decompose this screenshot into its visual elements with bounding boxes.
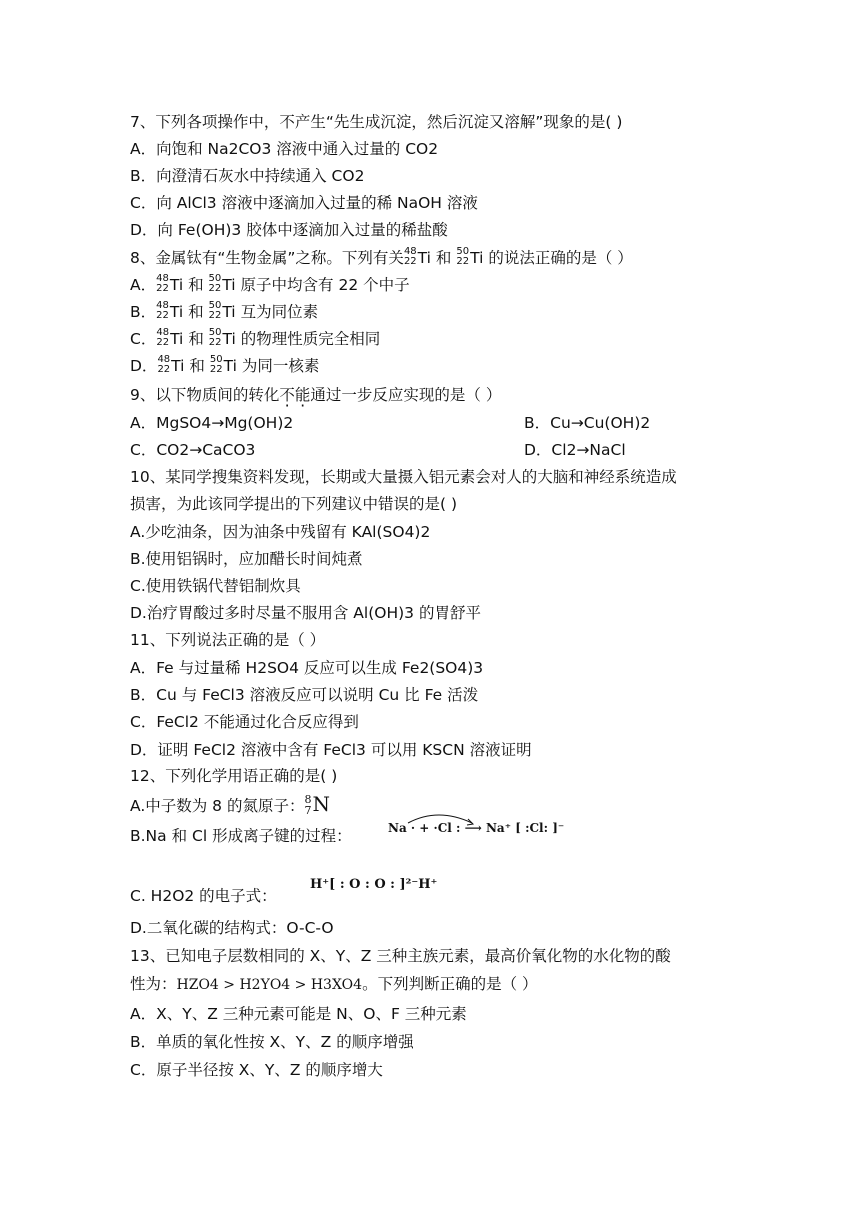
q12-stem: 12、下列化学用语正确的是( ) [130, 767, 338, 785]
atomic-number: 22 [156, 282, 169, 294]
mass-number: 50 [209, 353, 223, 365]
option-text: 的物理性质完全相同 [240, 330, 381, 348]
isotope-ti-48 [156, 301, 169, 321]
q13-option-b: B．单质的氧化性按 X、Y、Z 的顺序增强 [130, 1033, 414, 1051]
mass-number: 8 [304, 792, 312, 806]
mass-number: 48 [156, 299, 169, 311]
q10-stem-line1: 10、某同学搜集资料发现，长期或大量摄入铝元素会对人的大脑和神经系统造成 [130, 468, 677, 486]
q8-stem-pre: 8、金属钛有“生物金属”之称。下列有关 [130, 249, 404, 267]
acidity-order-formula: HZO4 > H2YO4 > H3XO4 [176, 977, 363, 993]
option-letter: B． [130, 303, 157, 321]
q11-option-a: A．Fe 与过量稀 H2SO4 反应可以生成 Fe2(SO4)3 [130, 659, 484, 677]
element-symbol: Ti [223, 357, 237, 375]
q8-stem-post: 的说法正确的是（ ） [488, 249, 633, 267]
option-text: 互为同位素 [240, 303, 319, 321]
conjunction: 和 [188, 303, 204, 321]
element-symbol: N [312, 792, 330, 816]
mass-number: 48 [403, 245, 417, 257]
atomic-number: 22 [208, 282, 222, 294]
q12-option-a [130, 794, 330, 818]
q10-option-b: B.使用铝锅时，应加醋长时间炖煮 [130, 550, 363, 568]
option-text: 为同一核素 [241, 357, 320, 375]
q7-option-b: B．向澄清石灰水中持续通入 CO2 [130, 167, 365, 185]
q7-option-c: C．向 AlCl3 溶液中逐滴加入过量的稀 NaOH 溶液 [130, 194, 478, 212]
h2o2-electron-formula: H⁺[ : O : O : ]²⁻H⁺ [310, 877, 438, 892]
isotope-ti-48 [404, 247, 417, 267]
ionic-bond-formation-diagram [388, 815, 565, 835]
q13-option-a: A．X、Y、Z 三种元素可能是 N、O、F 三种元素 [130, 1005, 467, 1023]
q12-option-d: D.二氧化碳的结构式：O-C-O [130, 919, 334, 937]
atomic-number: 22 [156, 309, 169, 321]
isotope-ti-50 [456, 247, 469, 267]
ionic-bond-formula: Na · + ·Cl : ⟶ Na⁺ [ :Cl: ]⁻ [388, 821, 565, 835]
atomic-number: 22 [209, 363, 223, 375]
option-text: A.中子数为 8 的氮原子： [130, 797, 305, 815]
q13-option-c: C．原子半径按 X、Y、Z 的顺序增大 [130, 1061, 383, 1079]
q11-option-c: C．FeCl2 不能通过化合反应得到 [130, 713, 359, 731]
q11-option-d: D．证明 FeCl2 溶液中含有 FeCl3 可以用 KSCN 溶液证明 [130, 741, 532, 759]
conjunction: 和 [435, 249, 452, 267]
isotope-ti-48 [156, 328, 169, 348]
conjunction: 和 [188, 330, 204, 348]
atomic-number: 22 [157, 363, 171, 375]
emphasis-char: 能 [294, 386, 311, 404]
atomic-number: 22 [456, 255, 470, 267]
atomic-number: 22 [403, 255, 417, 267]
element-symbol: Ti [470, 249, 484, 267]
q9-option-b: B．Cu→Cu(OH)2 [524, 414, 651, 432]
atomic-number: 22 [156, 336, 170, 348]
option-letter: C． [130, 330, 157, 348]
option-letter: A． [130, 276, 157, 294]
isotope-ti-48 [157, 355, 170, 375]
mass-number: 50 [456, 245, 470, 257]
q8-stem [130, 245, 633, 269]
q13-stem-line1: 13、已知电子层数相同的 X、Y、Z 三种主族元素，最高价氧化物的水化物的酸 [130, 947, 671, 965]
conjunction: 和 [189, 357, 205, 375]
q9-option-a: A．MgSO4→Mg(OH)2 [130, 414, 294, 432]
mass-number: 48 [156, 326, 170, 338]
atomic-number: 7 [304, 803, 312, 817]
element-symbol: Ti [169, 276, 184, 294]
q12-option-c: C. H2O2 的电子式： [130, 887, 277, 905]
q8-option-d [130, 353, 320, 377]
isotope-ti-48 [156, 274, 169, 294]
q8-option-c [130, 326, 381, 350]
isotope-ti-50 [209, 328, 222, 348]
mass-number: 48 [157, 353, 171, 365]
element-symbol: Ti [222, 330, 236, 348]
element-symbol: Ti [171, 357, 185, 375]
mass-number: 50 [208, 299, 222, 311]
element-symbol: Ti [222, 303, 236, 321]
emphasis-char: 不 [279, 386, 295, 404]
atomic-number: 22 [208, 309, 222, 321]
q13-stem-post: 。下列判断正确的是（ ） [362, 975, 538, 993]
q11-option-b: B．Cu 与 FeCl3 溶液反应可以说明 Cu 比 Fe 活泼 [130, 686, 479, 704]
element-symbol: Ti [170, 330, 184, 348]
option-letter: D． [130, 357, 158, 375]
mass-number: 48 [156, 272, 169, 284]
isotope-ti-50 [209, 274, 222, 294]
atomic-number: 22 [208, 336, 222, 348]
isotope-ti-50 [209, 301, 222, 321]
nitrogen-isotope [304, 794, 311, 816]
q8-option-a [130, 272, 410, 296]
q9-option-d: D．Cl2→NaCl [524, 441, 626, 459]
q7-stem: 7、下列各项操作中，不产生“先生成沉淀，然后沉淀又溶解”现象的是( ) [130, 113, 623, 131]
isotope-ti-50 [210, 355, 223, 375]
element-symbol: Ti [169, 303, 184, 321]
q10-option-a: A.少吃油条，因为油条中残留有 KAl(SO4)2 [130, 523, 431, 541]
conjunction: 和 [188, 276, 204, 294]
q13-stem-pre: 性为： [130, 975, 177, 993]
q12-option-b: B.Na 和 Cl 形成离子键的过程： [130, 827, 352, 845]
q10-option-c: C.使用铁锅代替铝制炊具 [130, 577, 301, 595]
q9-stem-pre: 9、以下物质间的转化 [130, 386, 280, 404]
element-symbol: Ti [222, 276, 236, 294]
q10-option-d: D.治疗胃酸过多时尽量不服用含 Al(OH)3 的胃舒平 [130, 604, 481, 622]
q11-stem: 11、下列说法正确的是（ ） [130, 631, 326, 649]
q7-option-d: D．向 Fe(OH)3 胶体中逐滴加入过量的稀盐酸 [130, 221, 448, 239]
element-symbol: Ti [417, 249, 431, 267]
q8-option-b [130, 299, 319, 323]
q9-stem-post: 通过一步反应实现的是（ ） [310, 386, 502, 404]
mass-number: 50 [208, 326, 222, 338]
q7-option-a: A．向饱和 Na2CO3 溶液中通入过量的 CO2 [130, 140, 439, 158]
q13-stem-line2 [130, 974, 538, 995]
mass-number: 50 [208, 272, 222, 284]
option-text: 原子中均含有 22 个中子 [240, 276, 410, 294]
q9-stem [130, 385, 501, 405]
q9-option-c: C．CO2→CaCO3 [130, 441, 256, 459]
q10-stem-line2: 损害，为此该同学提出的下列建议中错误的是( ) [130, 495, 458, 513]
